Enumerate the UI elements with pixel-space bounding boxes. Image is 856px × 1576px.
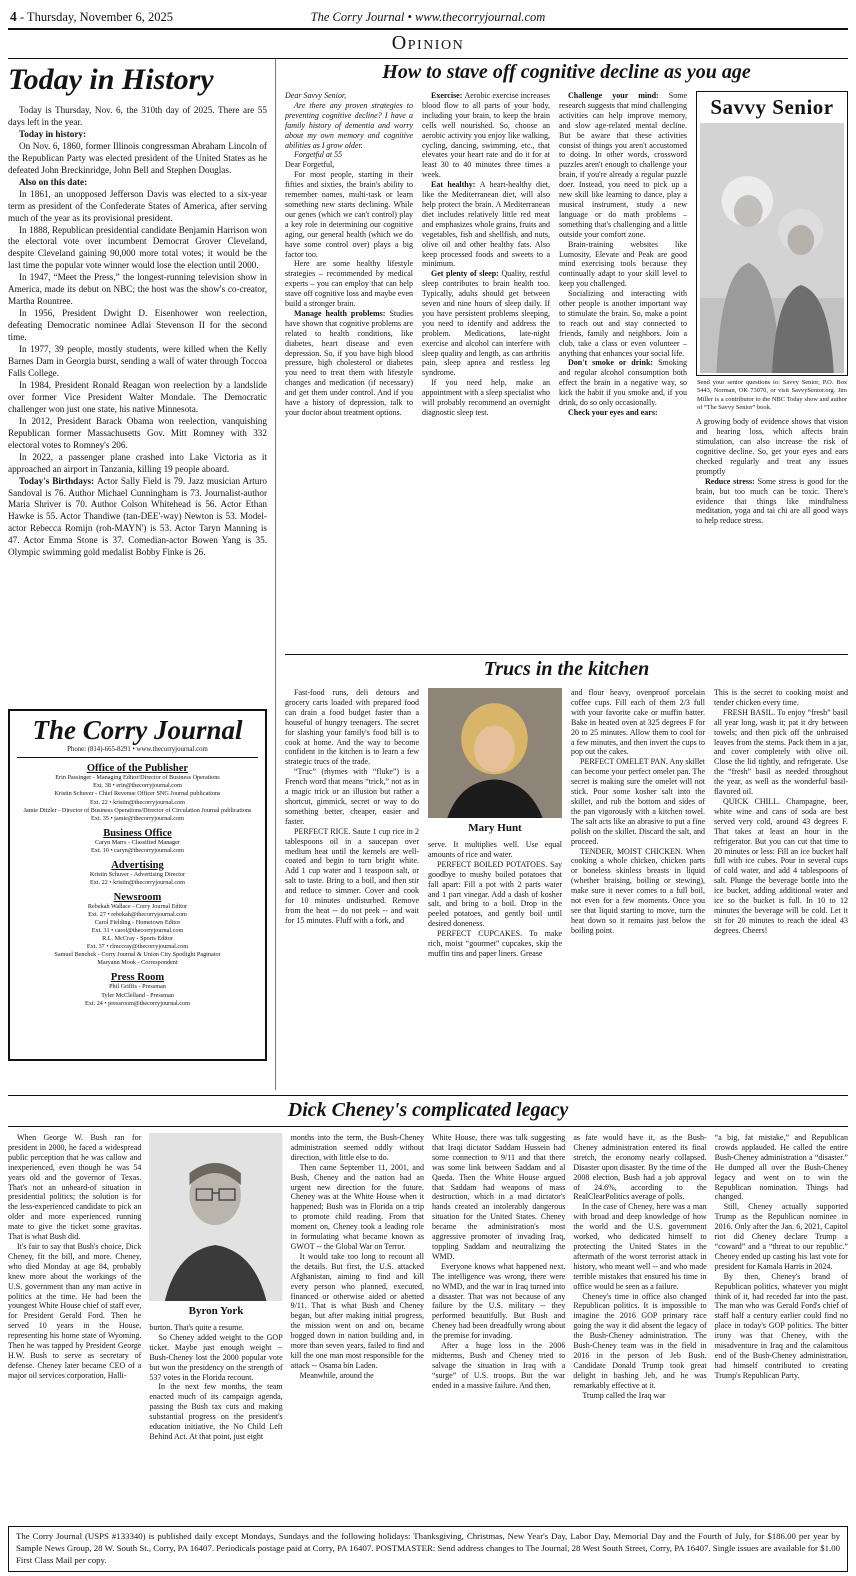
paragraph: PERFECT CUPCAKES. To make rich, moist “gourmet” cupcakes, skip the muffin tins and paper liners. Grease: [428, 929, 562, 958]
paragraph: Don't smoke or drink: Smoking and regular alcohol consumption both effect the brain in a negative way, so kick the habit if you smoke and, if you drink, do so only occasionally.: [559, 358, 687, 408]
paragraph: In 1947, “Meet the Press,” the longest-running television show in America, made its debut on NBC; the host was the show's co-creator, Martha Rountree.: [8, 272, 267, 307]
savvy-senior-box: [696, 91, 848, 376]
staff-line: Samuel Benchek - Corry Journal & Union City Spotlight Paginator: [54, 951, 221, 959]
page-number: 4: [10, 9, 17, 24]
journal-nameplate: The Corry Journal: [32, 715, 243, 745]
paragraph: So Cheney added weight to the GOP ticket. Maybe just enough weight -- Bush-Cheney lost the 2000 popular vote but won the presidency on the strength of 537 votes in the Florida recount.: [149, 1332, 283, 1382]
staff-line: Ext. 35 • jamie@thecorryjournal.com: [91, 814, 184, 822]
paragraph: PERFECT OMELET PAN. Any skillet can become your perfect omelet pan. The secret is making sure the omelet will not stick. Pour some kosher salt into the skillet, and rub the bottom and sides of the pan vigorously with a kitchen towel. The salt acts like an abrasive to put a fine polish on the skillet. Discard the salt, and proceed.: [571, 757, 705, 846]
paragraph: Still, Cheney actually supported Trump as the Republican nominee in 2016. Only after the Jan. 6, 2021, Capitol riot did Cheney declare Trump a “coward” and a “threat to our republic.” Cheney ended up casting his last vote for president for Kamala Harris in 2024.: [714, 1202, 848, 1271]
paragraph: Get plenty of sleep: Quality, restful sleep contributes to brain health too. Typically, adults should get between seven and nine hours of sleep daily. If you have persistent problems sleeping, you need to identify and address the problem. Medications, late-night exercise and alcohol can interfere with sleep quality and length, as can arthritis pain, sleep apnea and restless leg syndrome.: [422, 269, 550, 378]
paragraph: burton. That's quite a resume.: [149, 1323, 244, 1332]
paragraph: Fast-food runs, deli detours and grocery carts loaded with prepared food can drain a food budget faster than a houseful of hungry teenagers. The secret for slashing your family's food bill is to cook at home. And the way to become confident in the kitchen is to learn a few strategic trucs of the trade.: [285, 688, 419, 767]
paragraph: Exercise: Aerobic exercise increases blood flow to all parts of your body, including your brain, to keep the brain cells well nourished. So, choose an aerobic activity you enjoy like walking, cycling, dancing, swimming, etc., that elevates your heart rate and do it for at least 30 to 40 minutes three times a week.: [422, 91, 550, 180]
cheney-article-body: [8, 1127, 848, 1519]
paragraph: Meanwhile, around the: [299, 1370, 374, 1380]
staff-line: R.L. McCray - Sports Editor: [102, 935, 173, 943]
savvy-article-title: How to stave off cognitive decline as you age: [382, 61, 751, 83]
paragraph: PERFECT RICE. Saute 1 cup rice in 2 tablespoons oil in a saucepan over medium heat until the kernels are well-coated and begin to turn bright white. Add 1 cup water and 1 teaspoon salt, or salt to taste. Bring to a boil, and then stir and reduce to simmer. Cover and cook for 10 minutes undisturbed. Remove from the heat -- do not peek -- and wait for 15 minutes. Fluff with a fork, and: [285, 826, 419, 925]
paragraph: Reduce stress: Some stress is good for the brain, but too much can be toxic. There's evidence that things like mindfulness meditation, yoga and tai chi are all good ways to help reduce stress.: [696, 476, 848, 526]
staff-line: Ext. 24 • pressroom@thecorryjournal.com: [85, 999, 190, 1007]
paragraph: Check your eyes and ears:: [568, 408, 658, 417]
paragraph: Here are some healthy lifestyle strategies – recommended by medical experts – you can employ that can help stave off cognitive loss and maybe even build a stronger brain.: [285, 259, 413, 309]
paragraph: Then came September 11, 2001, and Bush, Cheney and the nation had an urgent new direction for the future. Cheney was at the White House when it happened; Bush was in Florida on a trip to promote child reading. From that moment on, Cheney took a leading role in formulating what became known as GWOT -- the Global War on Terror.: [290, 1162, 424, 1251]
staff-section-pressroom: [17, 972, 258, 1007]
paragraph: On Nov. 6, 1860, former Illinois congressman Abraham Lincoln of the Republican Party was elected president of the United States as he defeated John Breckinridge, John Bell and Stephen Douglas.: [8, 140, 267, 175]
staff-line: Rebekah Wallace - Corry Journal Editor: [87, 902, 188, 910]
paragraph: White House, there was talk suggesting that Iraqi dictator Saddam Hussein had some connection to 9/11 and that there was some link between Saddam and al Qaeda. Then the White House argued that Saddam had weapons of mass destruction, which in a mad dictator's hands created an intolerably dangerous situation for the United States. Cheney became the administration's most aggressive promoter of invading Iraq, toppling Saddam and neutralizing the WMD.: [431, 1133, 566, 1261]
savvy-column-3: [559, 91, 687, 647]
paragraph: It's fair to say that Bush's choice, Dick Cheney, fit the bill, and more. Cheney, who died Monday at age 84, probably knew more about the workings of the U.S. government than any man active in politics at the time. He had been the youngest White House chief of staff ever, for President Gerald Ford. Then he served 10 years in the House, representing his home state of Wyoming. Then he was tapped by President George H.W. Bush to serve as secretary of defense. Cheney later became CEO of a major oil services corporation, Halli-: [8, 1241, 142, 1380]
cheney-column-2: [149, 1133, 282, 1519]
cheney-column-1: [8, 1133, 141, 1519]
kitchen-byline: Mary Hunt: [468, 822, 522, 834]
savvy-column-4: [696, 417, 848, 526]
staff-lines: [17, 983, 258, 1007]
cheney-column-2-text: [149, 1323, 282, 1442]
staff-line: Tyler McClelland - Pressman: [101, 991, 174, 999]
byron-york-headshot-photo: [149, 1133, 282, 1301]
staff-section-heading: Advertising: [111, 859, 164, 871]
staff-line: Ext. 10 • caryn@thecorryjournal.com: [91, 846, 184, 854]
paragraph: Challenge your mind: Some research suggests that mind challenging activities can help improve memory, and slow age-related mental decline. But be aware that these activities consist of things you aren't accustomed to doing. In other words, crossword puzzles aren't enough to challenge your brain, if you're already a regular puzzle doer. Instead, you need to pick up a new skill like learning to dance, play a musical instrument, study a new language or do math problems – something that's challenging and a little outside your comfort zone.: [559, 91, 687, 239]
staff-lines: [17, 903, 258, 968]
page-header: [8, 4, 848, 30]
paragraph: Manage health problems: Studies have shown that cognitive problems are related to health conditions, like diabetes, heart disease and even depression. So, if you have high blood pressure, high cholesterol or diabetes you need to treat them with lifestyle changes and medication (if necessary) and get them under control. And if you have a history of depression, talk to your doctor about treatment options.: [285, 308, 413, 417]
paragraph: Also on this date:: [19, 176, 88, 187]
savvy-article-body: [285, 91, 848, 647]
paragraph: For most people, starting in their fifties and sixties, the brain's ability to remember names, multi-task or learn something new starts declining. While our genes (which we can't control) play a key role in determining our cognitive aging, our general health (which we do have some control over) plays a big factor too.: [285, 170, 413, 259]
kitchen-article-body: [285, 688, 848, 1090]
staff-line: Ext. 37 • rlmccray@thecorryjournal.com: [86, 943, 189, 951]
paragraph: Forgetful at 55: [294, 150, 343, 160]
kitchen-article: [285, 654, 848, 1090]
paragraph: Today is Thursday, Nov. 6, the 310th day of 2025. There are 55 days left in the year.: [8, 105, 267, 127]
paragraph: If you need help, make an appointment with a sleep specialist who will probably recommend an overnight diagnostic sleep test.: [422, 378, 550, 417]
paragraph: In the next few months, the team enacted much of its campaign agenda, passing the Bush tax cuts and making substantial progress on the president's education initiative, the No Child Left Behind Act. At that point, just eight: [149, 1382, 283, 1441]
cheney-column-5: [573, 1133, 706, 1519]
savvy-column-2: [422, 91, 550, 647]
paragraph: FRESH BASIL. To enjoy “fresh” basil all year long, wash it; pat it dry between towels; and then pick off the unbruised leaves from the stems. Pack them in a jar, and cover completely with olive oil. Close the lid tightly, and refrigerate. Use the “fresh” basil as needed throughout the year, as well as the wonderful basil-flavored oil.: [714, 707, 848, 797]
paragraph: Eat healthy: A heart-healthy diet, like the Mediterranean diet, will also help protect the brain. A Mediterranean diet includes relatively little red meat and emphasizes whole grains, fruits and vegetables, fish and shellfish, and nuts, olive oil and other healthy fats. Also keep processed foods and sweets to a minimum.: [422, 180, 550, 269]
right-column-area: [276, 59, 848, 1090]
section-title: Opinion: [391, 32, 465, 54]
section-banner: [8, 30, 848, 59]
staff-lines: [17, 774, 258, 822]
paragraph: TENDER, MOIST CHICKEN. When cooking a whole chicken, chicken parts or boneless skinless breasts in liquid (whether braising, boiling or stewing), make sure it never comes to a full boil, not even for a few moments. Once you see that liquid starting to move, turn the heat down so it remains just below the boiling point.: [571, 846, 705, 935]
mary-hunt-headshot-photo: [428, 688, 562, 818]
kitchen-column-2: [428, 688, 562, 1090]
staff-line: Ext. 22 • kristin@thecorryjournal.com: [90, 878, 185, 886]
paragraph: serve. It multiplies well. Use equal amounts of rice and water.: [428, 840, 562, 859]
paragraph: Brain-training websites like Lumosity, Elevate and Peak are good mind exercising tools because they continually adapt to your skill level to keep you challenged.: [559, 239, 687, 289]
staff-line: Ext. 22 • kristin@thecorryjournal.com: [90, 798, 185, 806]
paragraph: It would take too long to recount all the details. But first, the U.S. attacked Afghanistan, aiming to find and kill every person who planned, executed, financed or otherwise aided or abetted 9/11. That is what Bush and Cheney began, but after making initial progress, the mission went on and on, became bogged down in nation building and, in more than seven years, failed to find and kill the one man most responsible for the attack -- Osama bin Laden.: [290, 1251, 424, 1370]
savvy-box-caption: Send your senior questions to: Savvy Senior, P.O. Box 5443, Norman, OK 73070, or visit SavvySenior.org. Jim Miller is a contributor to the NBC Today show and author of “The Savvy Senior” book.: [697, 379, 847, 411]
staff-line: Caryn Marrs - Classified Manager: [95, 838, 180, 846]
staff-lines: [17, 871, 258, 887]
paragraph: Today in history:: [19, 128, 87, 139]
staff-line: Ext. 27 • rebekah@thecorryjournal.com: [88, 911, 187, 919]
paragraph: Today's Birthdays: Actor Sally Field is 79. Jazz musician Arturo Sandoval is 76. Author Michael Cunningham is 73. Journalist-author Maria Shriver is 70. Author Colson Whitehead is 56. Actor Ethan Hawke is 55. Actor Thandiwe (tan-DEE'-way) Newton is 53. Model-actor Rebecca Romijn (roh-MAYN') is 53. Actor Taryn Manning is 47. Actor Emma Stone is 37. Comedian-actor Bowen Yang is 35. Olympic swimming gold medalist Bobby Finke is 26.: [8, 475, 267, 558]
staff-section-heading: Press Room: [110, 972, 165, 984]
paragraph: QUICK CHILL. Champagne, beer, white wine and cans of soda are best served very cold, around 43 degrees F. That takes at least an hour in the refrigerator. But you can cut that time to 20 minutes or less: Fill an ice bucket half full with ice cubes. Pour in several cups of cold water, and add 4 tablespoons of salt. Plunge the beverage bottle into the ice bucket, adding additional water and ice so the bucket is full. In 10 to 12 minutes the beverage will be cold. Let it sit for 20 minutes to reach the ideal 43 degrees. Cheers!: [714, 796, 848, 935]
paragraph: In 2012, President Barack Obama won reelection, vanquishing Republican former Massachusetts Gov. Mitt Romney with 332 electoral votes to Romney's 206.: [8, 415, 267, 450]
publication-notice: The Corry Journal (USPS #133340) is published daily except Mondays, Sundays and the following holidays: Thanksgiving, Christmas, New Year's Day, Labor Day, Memorial Day and the Fourth of July, for $186.00 per year by Sample News Group, 28 W. South St., Corry, PA 16407. Periodicals postage paid at Corry, PA 16407. POSTMASTER: Send address changes to The Journal, 28 West South Street, Corry, PA 16407. Single issues are available for $1.00 First Class Mail per copy.: [8, 1526, 848, 1572]
staff-line: Jamie Ditzler - Director of Business Operations/Director of Circulation Journal publications: [23, 806, 252, 814]
paragraph: “a big, fat mistake,” and Republican crowds applauded. He called the entire Bush-Cheney administration a “disaster.” He dumped all over the Bush-Cheney legacy and went on to win the Republican nomination. Things had changed.: [714, 1133, 848, 1202]
kitchen-article-title: Trucs in the kitchen: [483, 658, 650, 680]
paragraph: “Truc” (rhymes with “fluke”) is a French word that means “trick,” not as in a magic trick or an illusion but rather a shortcut, gimmick, secret or way to do something better, cheaper, easier and faster.: [285, 767, 419, 826]
cheney-article: [8, 1095, 848, 1519]
paragraph: Are there any proven strategies to preventing cognitive decline? I have a family history of dementia and worry about my own memory and cognitive abilities as I grow older.: [285, 100, 413, 150]
history-article-body: [8, 105, 267, 701]
paragraph: Dear Savvy Senior,: [285, 91, 347, 100]
main-content: [8, 59, 848, 1090]
masthead-line: The Corry Journal • www.thecorryjournal.com: [310, 10, 546, 24]
paragraph: After a huge loss in the 2006 midterms, Bush and Cheney tried to salvage the situation in Iraq with a “surge” of U.S. troops. But the war ended in a massive failure. And then,: [431, 1341, 566, 1390]
kitchen-column-3: [571, 688, 705, 1090]
paragraph: months into the term, the Bush-Cheney administration seemed oddly without direction, with little else to do.: [290, 1133, 424, 1162]
paragraph: Everyone knows what happened next. The intelligence was wrong, there were no WMD, and the war in Iraq turned into a disaster. That was not because of any failure by the U.S. military -- they performed beautifully. But Bush and Cheney had been dreadfully wrong about the premise for invading.: [431, 1261, 566, 1341]
staff-line: Phil Griffis - Pressman: [109, 983, 166, 991]
elderly-couple-photo: [700, 123, 844, 373]
left-column: [8, 59, 276, 1090]
staff-directory-box: [8, 709, 267, 1061]
paragraph: This is the secret to cooking moist and tender chicken every time.: [714, 688, 848, 707]
paragraph: Trump called the Iraq war: [582, 1390, 666, 1400]
paragraph: Socializing and interacting with other people is another important way to stimulate the brain. So, make a point to reach out and stay connected to friends, family and neighbors. Join a club, take a class or even volunteer – anything that enhances your social life.: [559, 289, 687, 358]
staff-line: Erin Passinger - Managing Editor/Director of Business Operations: [55, 774, 220, 782]
staff-section-heading: Newsroom: [113, 891, 162, 903]
paragraph: By then, Cheney's brand of Republican politics, whatever you might think of it, had receded far into the past. The man who was Gerald Ford's chief of staff half a century earlier could find no place in today's GOP politics. The bitter irony was that Cheney, with the misadventure in Iraq and the calamitous end of the Bush-Cheney administration, had himself contributed to creating Trump's Republican Party.: [714, 1271, 848, 1380]
paragraph: In 1984, President Ronald Reagan won reelection by a landslide over former Vice President Walter Mondale. The Democratic challenger won just one state, his native Minnesota.: [8, 379, 267, 414]
staff-section-business: [17, 828, 258, 855]
paragraph: and flour heavy, ovenproof porcelain coffee cups. Fill each of them 2/3 full with your favorite cake or muffin batter. Bake in heated oven at 325 degrees F for 20 to 25 minutes. Allow them to cool for a few minutes, and then invert the cups to pop out the cakes.: [571, 688, 705, 757]
paragraph: PERFECT BOILED POTATOES. Say goodbye to mushy boiled potatoes that fall apart: Fill a pot with 2 parts water and 1 part vinegar. Add a dash of kosher salt, and bring to a boil. Drop in the peeled potatoes, and gently boil until desired doneness.: [428, 859, 562, 929]
page-date: - Thursday, November 6, 2025: [16, 10, 173, 24]
staff-section-newsroom: [17, 892, 258, 968]
cheney-article-title: Dick Cheney's complicated legacy: [8, 1099, 848, 1127]
cheney-column-4: [432, 1133, 565, 1519]
journal-contact-line: Phone: (814)-665-8291 • www.thecorryjournal.com: [17, 744, 258, 758]
paragraph: In 1956, President Dwight D. Eisenhower won reelection, defeating Democratic nominee Adlai Stevenson II for the second time.: [8, 308, 267, 343]
staff-line: Carol Fielding - Hometown Editor: [94, 919, 181, 927]
paragraph: In 1861, an unopposed Jefferson Davis was elected to a six-year term as president of the Confederate States of America, after serving much of the year as its provisional president.: [8, 188, 267, 223]
cheney-column-3: [291, 1133, 424, 1519]
savvy-box-column: [696, 91, 848, 647]
paragraph: Dear Forgetful,: [285, 160, 335, 170]
staff-line: Kristin Schuver - Chief Revenue Officer SNG Journal publications: [54, 790, 221, 798]
cheney-column-6: [715, 1133, 848, 1519]
paragraph: In 1977, 39 people, mostly students, were killed when the Kelly Barnes Dam in Georgia burst, sending a wall of water through Toccoa Falls College.: [8, 344, 267, 378]
staff-lines: [17, 839, 258, 855]
paragraph: When George W. Bush ran for president in 2000, he faced a widespread public perception that he was callow and inexperienced, even though he was 54 years old and the governor of Texas. That's not an unheard-of situation in presidential politics; the solution is for the less-experienced candidate to pick an older and more experienced running mate to give the ticket some gravitas. That is what Bush did.: [8, 1133, 142, 1242]
staff-section-heading: Office of the Publisher: [86, 763, 189, 775]
staff-section-publisher: [17, 763, 258, 822]
savvy-senior-article: [285, 61, 848, 647]
staff-line: Ext. 31 • carol@thecorryjournal.com: [91, 927, 184, 935]
savvy-senior-logo: Savvy Senior: [710, 95, 834, 119]
paragraph: In the case of Cheney, here was a man with broad and deep knowledge of how the world and the U.S. government worked, who dedicated himself to protecting the United States in the aftermath of the worst terrorist attack in history, who meant well -- and who made terrible mistakes that ensured his time in office would be seen as a failure.: [573, 1202, 707, 1291]
history-article-title: Today in History: [8, 63, 214, 96]
staff-line: Ext. 38 • erin@thecorryjournal.com: [93, 782, 182, 790]
page-folio: [10, 9, 263, 25]
cheney-byline: Byron York: [188, 1305, 244, 1317]
paragraph: A growing body of evidence shows that vision and hearing loss, which affects brain stimulation, can also increase the risk of cognitive decline. So, get your eyes and ears checked regularly and treat any issues promptly: [696, 417, 848, 476]
staff-line: Kristin Schuver - Advertising Director: [89, 870, 186, 878]
kitchen-column-4: [714, 688, 848, 1090]
paragraph: Cheney's time in office also changed Republican politics. It is impossible to imagine the 2016 GOP primary race going the way it did absent the legacy of the Bush-Cheney administration. The Bush-Cheney team was in the field in 2016 in the person of Jeb Bush. Candidate Donald Trump took great delight in bashing Jeb, and he was remarkably effective at it.: [573, 1291, 707, 1390]
staff-section-heading: Business Office: [103, 827, 172, 839]
savvy-column-1: [285, 91, 413, 647]
paragraph: as fate would have it, as the Bush-Cheney administration entered its final stretch, the economy nearly collapsed. Disaster upon disaster. By the time of the 2008 election, Bush had a job approval of 24.6%, according to the RealClearPolitics average of polls.: [573, 1133, 707, 1202]
kitchen-column-1: [285, 688, 419, 1090]
paragraph: In 1888, Republican presidential candidate Benjamin Harrison won the electoral vote over incumbent Democrat Grover Cleveland, despite Cleveland gaining 90,000 more total votes; it would be the last time the popular vote winner would lose the election until 2000.: [8, 224, 267, 271]
paragraph: In 2022, a passenger plane crashed into Lake Victoria as it approached an airport in Tanzania, killing 19 people aboard.: [8, 451, 267, 474]
kitchen-column-2-text: [428, 840, 562, 959]
staff-section-advertising: [17, 860, 258, 887]
staff-line: Maryann Mook - Correspondent: [97, 959, 178, 967]
